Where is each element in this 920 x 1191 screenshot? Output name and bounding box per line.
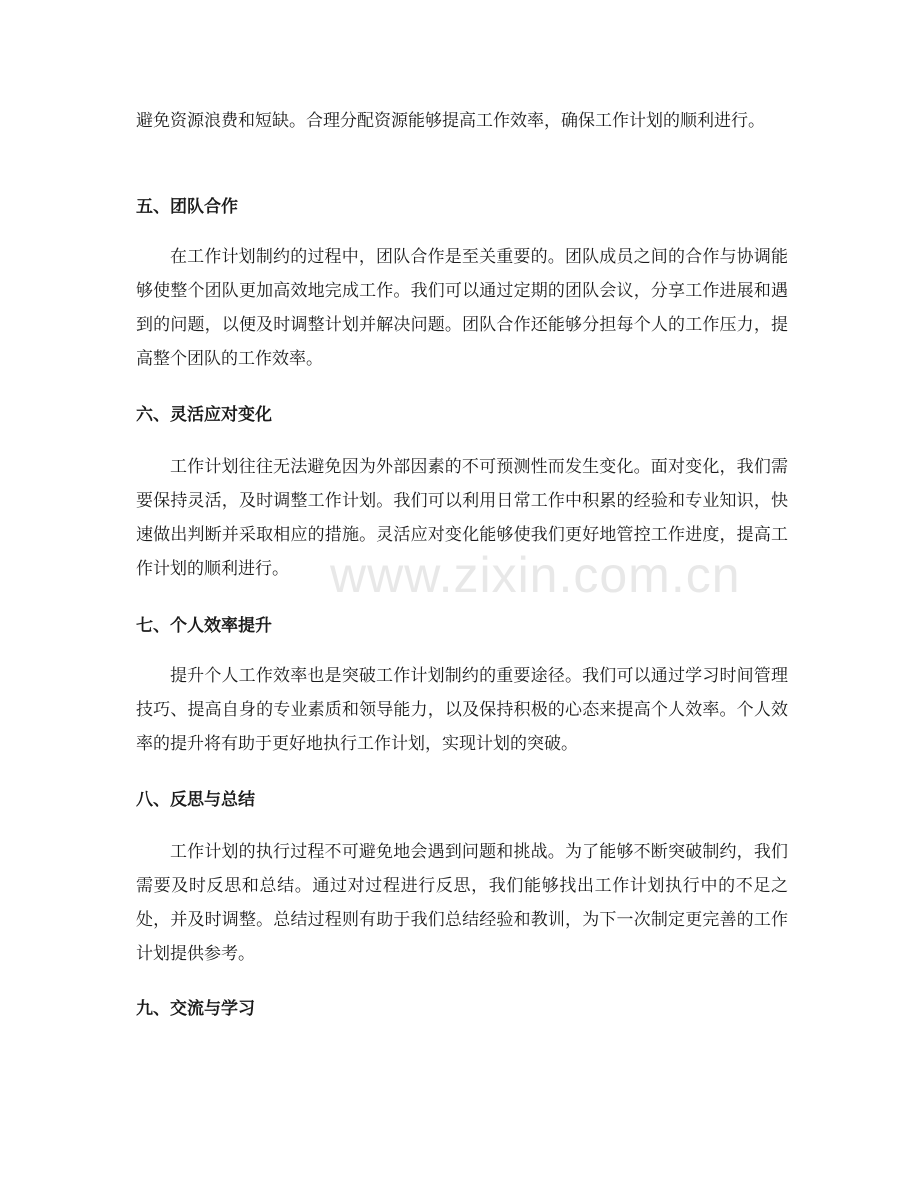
paragraph-teamwork: 在工作计划制约的过程中，团队合作是至关重要的。团队成员之间的合作与协调能够使整个团队更加高效地完成工作。我们可以通过定期的团队会议，分享工作进展和遇到的问题，以便及时调整计划并解决问题。团队合作还能够分担每个人的工作压力，提高整个团队的工作效率。 [136, 247, 788, 369]
watermark: www.zixin.com.cn [330, 547, 741, 603]
heading-flexibility: 六、灵活应对变化 [136, 405, 272, 425]
paragraph-resource-allocation: 避免资源浪费和短缺。合理分配资源能够提高工作效率，确保工作计划的顺利进行。 [136, 111, 765, 131]
heading-teamwork: 五、团队合作 [136, 197, 238, 217]
paragraph-personal-efficiency: 提升个人工作效率也是突破工作计划制约的重要途径。我们可以通过学习时间管理技巧、提高自身的专业素质和领导能力，以及保持积极的心态来提高个人效率。个人效率的提升将有助于更好地执行工作计划，实现计划的突破。 [136, 666, 788, 754]
heading-personal-efficiency: 七、个人效率提升 [136, 616, 272, 636]
paragraph-reflection: 工作计划的执行过程不可避免地会遇到问题和挑战。为了能够不断突破制约，我们需要及时反思和总结。通过对过程进行反思，我们能够找出工作计划执行中的不足之处，并及时调整。总结过程则有助于我们总结经验和教训，为下一次制定更完善的工作计划提供参考。 [136, 842, 788, 964]
heading-communication: 九、交流与学习 [136, 999, 255, 1019]
paragraph-flexibility: 工作计划往往无法避免因为外部因素的不可预测性而发生变化。面对变化，我们需要保持灵活，及时调整工作计划。我们可以利用日常工作中积累的经验和专业知识，快速做出判断并采取相应的措施。灵活应对变化能够使我们更好地管控工作进度，提高工作计划的顺利进行。 [136, 457, 788, 579]
heading-reflection: 八、反思与总结 [136, 790, 255, 810]
